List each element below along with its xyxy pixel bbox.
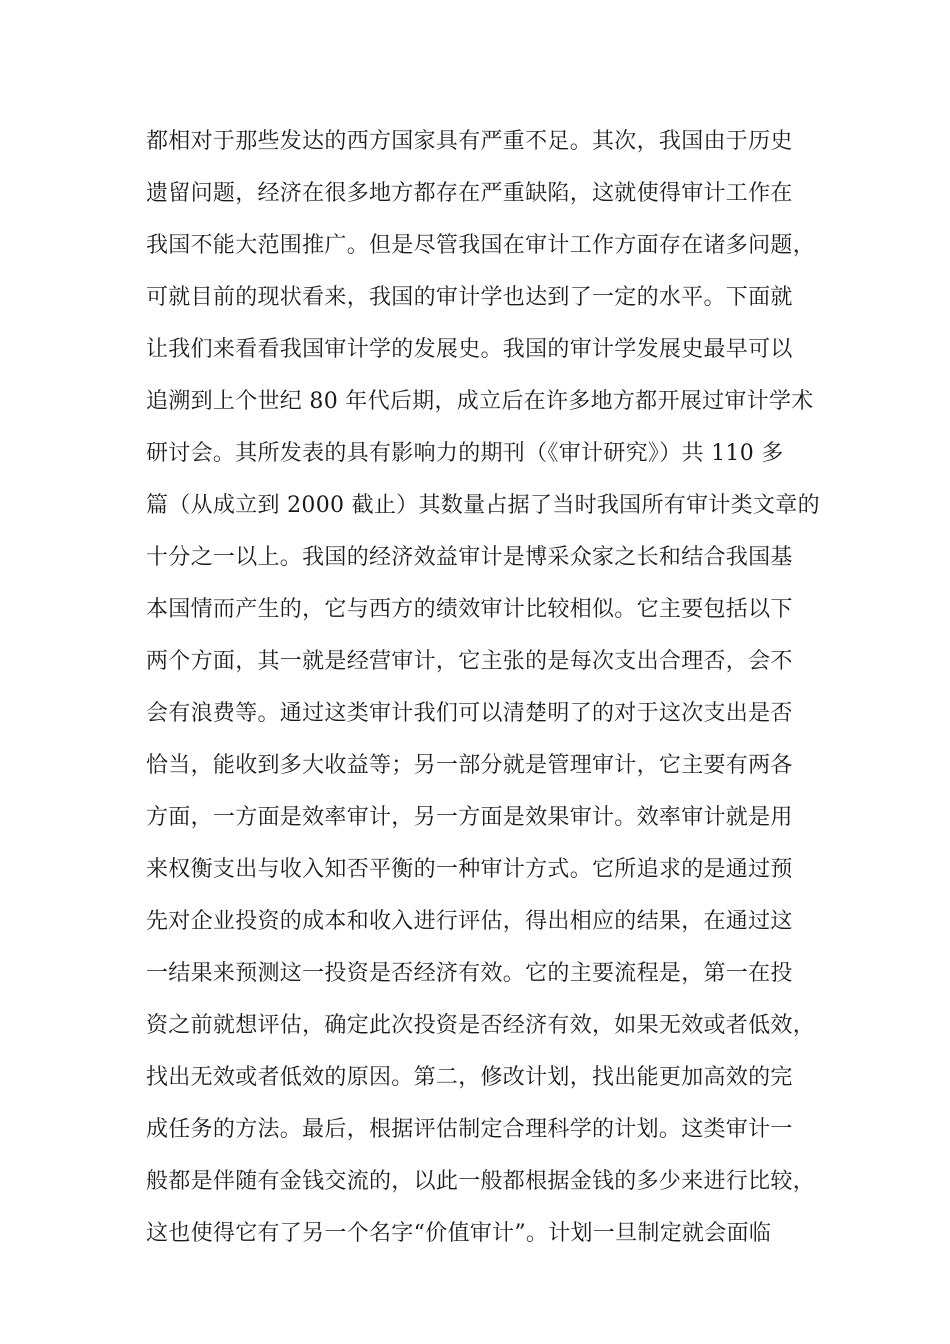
text-line: 一结果来预测这一投资是否经济有效。它的主要流程是，第一在投 <box>146 961 793 986</box>
text-line: 都相对于那些发达的西方国家具有严重不足。其次，我国由于历史 <box>146 129 793 154</box>
text-line: 让我们来看看我国审计学的发展史。我国的审计学发展史最早可以 <box>146 337 793 362</box>
text-line: 可就目前的现状看来，我国的审计学也达到了一定的水平。下面就 <box>146 285 793 310</box>
text-line: 这也使得它有了另一个名字“价值审计”。计划一旦制定就会面临 <box>146 1221 772 1246</box>
text-line: 恰当，能收到多大收益等；另一部分就是管理审计，它主要有两各 <box>146 753 793 778</box>
text-line: 会有浪费等。通过这类审计我们可以清楚明了的对于这次支出是否 <box>146 701 793 726</box>
text-line: 研讨会。其所发表的具有影响力的期刊（《审计研究》）共 110 多 <box>146 441 784 466</box>
text-line: 追溯到上个世纪 80 年代后期，成立后在许多地方都开展过审计学术 <box>146 389 814 414</box>
text-line: 篇（从成立到 2000 截止）其数量占据了当时我国所有审计类文章的 <box>146 493 820 518</box>
text-line: 方面，一方面是效率审计，另一方面是效果审计。效率审计就是用 <box>146 805 793 830</box>
text-line: 我国不能大范围推广。但是尽管我国在审计工作方面存在诸多问题， <box>146 233 816 258</box>
text-line: 找出无效或者低效的原因。第二，修改计划，找出能更加高效的完 <box>146 1065 793 1090</box>
text-line: 遗留问题，经济在很多地方都存在严重缺陷，这就使得审计工作在 <box>146 181 793 206</box>
text-line: 成任务的方法。最后，根据评估制定合理科学的计划。这类审计一 <box>146 1117 793 1142</box>
text-line: 资之前就想评估，确定此次投资是否经济有效，如果无效或者低效， <box>146 1013 816 1038</box>
body-text <box>146 120 826 1264</box>
text-line: 十分之一以上。我国的经济效益审计是博采众家之长和结合我国基 <box>146 545 793 570</box>
text-line: 般都是伴随有金钱交流的，以此一般都根据金钱的多少来进行比较， <box>146 1169 816 1194</box>
text-line: 两个方面，其一就是经营审计，它主张的是每次支出合理否，会不 <box>146 649 793 674</box>
text-line: 来权衡支出与收入知否平衡的一种审计方式。它所追求的是通过预 <box>146 857 793 882</box>
text-line: 先对企业投资的成本和收入进行评估，得出相应的结果，在通过这 <box>146 909 793 934</box>
text-line: 本国情而产生的，它与西方的绩效审计比较相似。它主要包括以下 <box>146 597 793 622</box>
